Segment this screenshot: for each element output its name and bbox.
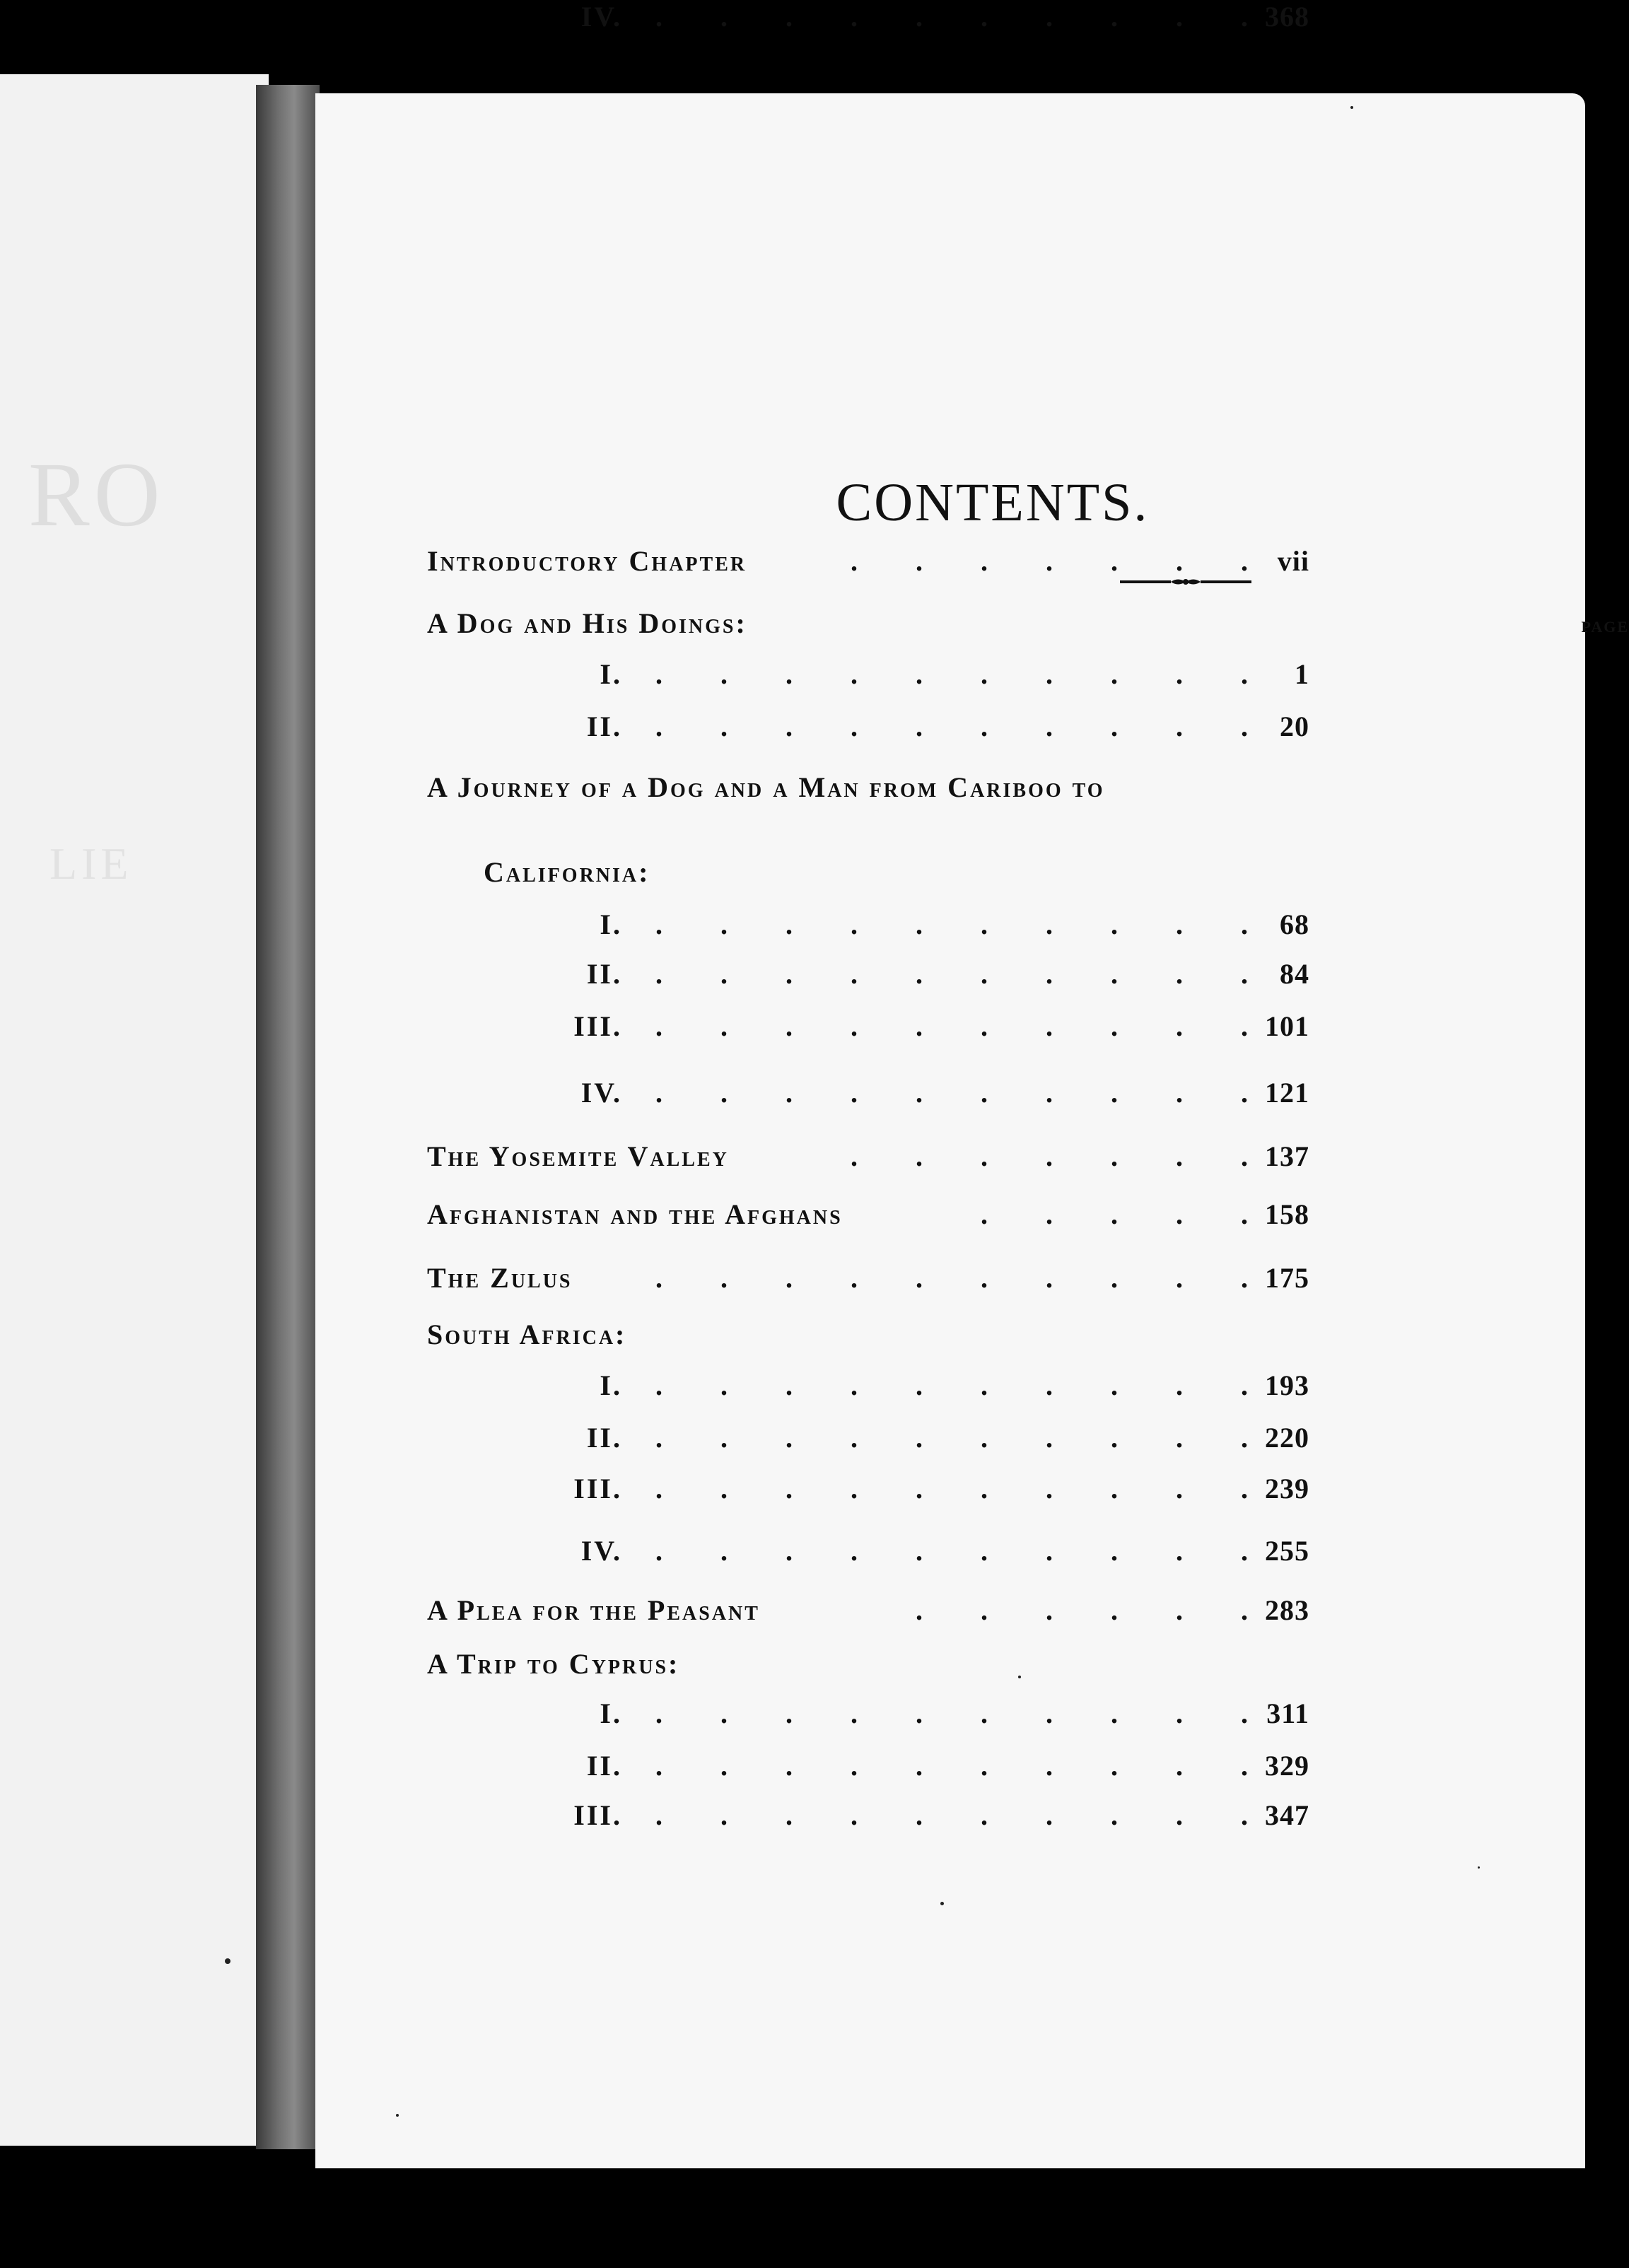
- dot-leader: . . . . . . . . . .: [655, 658, 1248, 690]
- toc-subentry: [0, 1421, 1618, 1466]
- scan-speck: [396, 2114, 399, 2117]
- toc-subentry: [0, 1076, 1618, 1121]
- toc-subentry-numeral: III.: [573, 1799, 622, 1831]
- toc-page-number: 193: [1265, 1369, 1309, 1401]
- scan-speck: [1350, 106, 1353, 109]
- toc-subentry: [0, 908, 1618, 953]
- toc-entry-label: Introductory Chapter: [427, 545, 747, 577]
- toc-heading-label: South Africa:: [427, 1319, 627, 1350]
- toc-subentry: [0, 1472, 1618, 1517]
- scan-speck: [1018, 1676, 1021, 1678]
- dot-leader: . . . . . .: [916, 1594, 1248, 1626]
- toc-subentry-numeral: I.: [600, 658, 622, 690]
- toc-subentry-numeral: II.: [586, 1422, 622, 1454]
- toc-subentry: [0, 657, 1618, 703]
- facing-page-ghost-text-2: LIE: [49, 838, 133, 889]
- dot-leader: . . . . . . . . . .: [655, 1799, 1248, 1831]
- toc-page-number: 1: [1295, 658, 1309, 690]
- toc-subentry-numeral: IV.: [580, 1077, 622, 1109]
- dot-leader: . . . . . . . . . .: [655, 711, 1248, 742]
- toc-subentry: [0, 1749, 1618, 1794]
- page-column-header: PAGE: [1581, 618, 1629, 636]
- toc-subentry: [0, 1697, 1618, 1742]
- toc-section-heading: [0, 1647, 1618, 1693]
- toc-heading-label-continued: California:: [484, 856, 650, 888]
- toc-entry-label: The Zulus: [427, 1262, 573, 1294]
- page-title: CONTENTS.: [836, 473, 1150, 532]
- toc-page-number: 347: [1265, 1799, 1309, 1831]
- toc-entry: [0, 544, 1618, 590]
- toc-entry: [0, 1198, 1618, 1243]
- dot-leader: . . . . . . . . . .: [655, 1535, 1248, 1567]
- toc-subentry-numeral: I.: [600, 908, 622, 940]
- dot-leader: . . . . . . .: [851, 545, 1248, 577]
- toc-subentry: [0, 1010, 1618, 1055]
- toc-page-number: 68: [1280, 908, 1309, 940]
- dot-leader: . . . . . . . . . .: [655, 1010, 1248, 1042]
- toc-subentry: [0, 1534, 1618, 1579]
- toc-subentry-numeral: II.: [586, 1750, 622, 1782]
- toc-entry-label: Afghanistan and the Afghans: [427, 1198, 843, 1230]
- toc-section-heading-continued: [0, 855, 1618, 901]
- dot-leader: . . . . . . . . . .: [655, 1750, 1248, 1782]
- toc-entry: [0, 1261, 1618, 1307]
- toc-page-number: 101: [1265, 1010, 1309, 1042]
- contents-page: [315, 93, 1629, 2168]
- toc-section-heading: [0, 1318, 1618, 1363]
- toc-subentry-numeral: II.: [586, 958, 622, 990]
- dot-leader: . . . . .: [981, 1198, 1248, 1230]
- dot-leader: . . . . . . . . . .: [655, 1473, 1248, 1504]
- facing-page-ghost-text: RO: [28, 444, 165, 546]
- scan-speck: [225, 1958, 230, 1964]
- toc-entry-label: The Yosemite Valley: [427, 1140, 729, 1172]
- toc-subentry-numeral: I.: [600, 1697, 622, 1729]
- toc-page-number: 20: [1280, 711, 1309, 742]
- scan-speck: [1478, 1866, 1480, 1869]
- toc-subentry-numeral: III.: [573, 1473, 622, 1504]
- toc-page-number: vii: [1277, 545, 1309, 577]
- dot-leader: . . . . . . . . . .: [655, 1697, 1248, 1729]
- toc-subentry-numeral: IV.: [580, 1, 622, 33]
- toc-page-number: 329: [1265, 1750, 1309, 1782]
- toc-page-number: 121: [1265, 1077, 1309, 1109]
- dot-leader: . . . . . . . . . .: [655, 1077, 1248, 1109]
- toc-subentry-numeral: IV.: [580, 1535, 622, 1567]
- toc-heading-label: A Trip to Cyprus:: [427, 1648, 680, 1680]
- dot-leader: . . . . . . . . . .: [655, 1369, 1248, 1401]
- dot-leader: . . . . . . . . . .: [655, 1262, 1248, 1294]
- toc-subentry: [0, 1369, 1618, 1414]
- dot-leader: . . . . . . . . . .: [655, 1, 1248, 33]
- toc-entry: [0, 1140, 1618, 1185]
- toc-page-number: 220: [1265, 1422, 1309, 1454]
- toc-page-number: 239: [1265, 1473, 1309, 1504]
- toc-heading-label: A Dog and His Doings:: [427, 607, 747, 639]
- toc-section-heading: [0, 607, 1618, 652]
- toc-page-number: 311: [1266, 1697, 1309, 1729]
- toc-page-number: 175: [1265, 1262, 1309, 1294]
- toc-subentry: [0, 0, 1618, 45]
- toc-page-number: 368: [1265, 1, 1309, 33]
- dot-leader: . . . . . . . . . .: [655, 1422, 1248, 1454]
- dot-leader: . . . . . . . . . .: [655, 908, 1248, 940]
- toc-subentry: [0, 957, 1618, 1003]
- toc-subentry: [0, 1799, 1618, 1844]
- scan-speck: [940, 1902, 944, 1905]
- toc-page-number: 158: [1265, 1198, 1309, 1230]
- toc-entry: [0, 1594, 1618, 1639]
- toc-heading-label: A Journey of a Dog and a Man from Cariboo to: [427, 771, 1105, 803]
- toc-section-heading: [0, 771, 1618, 816]
- toc-subentry-numeral: II.: [586, 711, 622, 742]
- toc-page-number: 84: [1280, 958, 1309, 990]
- toc-page-number: 283: [1265, 1594, 1309, 1626]
- toc-subentry-numeral: III.: [573, 1010, 622, 1042]
- toc-page-number: 255: [1265, 1535, 1309, 1567]
- toc-subentry: [0, 710, 1618, 755]
- toc-entry-label: A Plea for the Peasant: [427, 1594, 760, 1626]
- dot-leader: . . . . . . . . . .: [655, 958, 1248, 990]
- toc-page-number: 137: [1265, 1140, 1309, 1172]
- toc-subentry-numeral: I.: [600, 1369, 622, 1401]
- dot-leader: . . . . . . .: [851, 1140, 1248, 1172]
